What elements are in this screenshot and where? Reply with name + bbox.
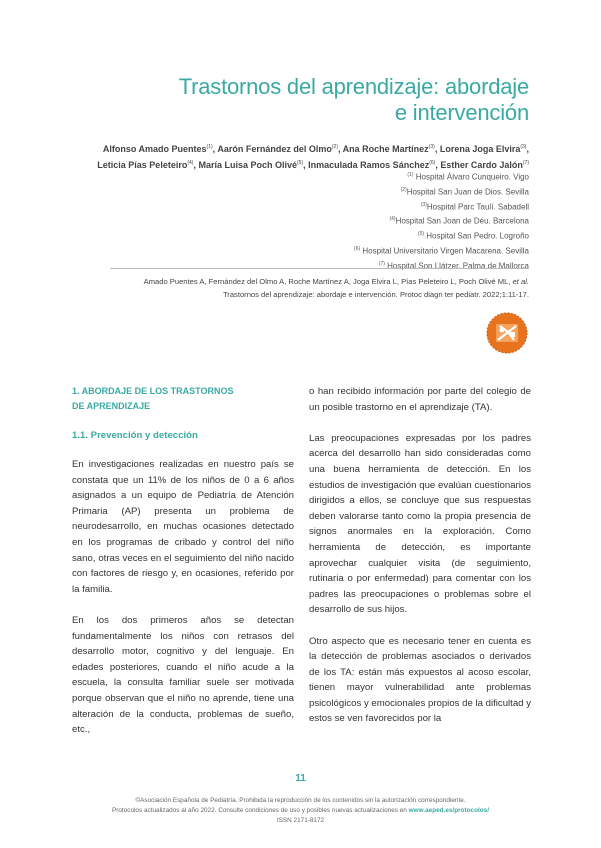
paragraph: o han recibido información por parte del colegio de un posible trastorno en el aprendizaje (TA). <box>309 386 531 413</box>
subsection-heading: 1.1. Prevención y detección <box>72 430 198 441</box>
affiliation-5: $^{(5)}$ Hospital San Pedro. Logroño <box>417 231 529 241</box>
affiliation-1: $^{(1)}$ Hospital Álvaro Cunqueiro. Vigo <box>407 172 529 182</box>
author-list <box>74 140 529 172</box>
paragraph: En los dos primeros años se detectan fundamentalmente los niños con retrasos del desarrollo motor, cognitivo y del lenguaje. En edades posteriores, cuando el niño acude a la escuela, la consulta familiar suele ser motivada porque observan que el niño no aprende, tiene una alteración de la conducta, problemas de sueño, etc., <box>72 614 294 736</box>
citation-line-1: Amado Puentes A, Fernández del Olmo A, Roche Martínez A, Joga Elvira L, Pías Peleteiro L, Poch Olivé ML, et al. <box>143 277 529 286</box>
page-footer <box>0 796 601 826</box>
author-5: Leticia Pías Peleteiro$^{(4)}$, <box>97 160 199 170</box>
author-7: Inmaculada Ramos Sánchez$^{(6)}$, <box>308 160 441 170</box>
left-column <box>72 384 294 753</box>
footer-update-line: Protocolos actualizados al año 2022. Consulte condiciones de uso y posibles nuevas actualizaciones en www.aeped.es/protocolos/ <box>111 807 490 814</box>
affiliation-7: $^{(7)}$ Hospital Son Llátzer. Palma de Mallorca <box>378 260 529 271</box>
title-line-1: Trastornos del aprendizaje: abordaje <box>178 74 529 99</box>
citation <box>144 276 529 301</box>
author-4: Lorena Joga Elvira$^{(3)}$, <box>439 144 529 154</box>
paragraph: En investigaciones realizadas en nuestro país se constata que un 11% de los niños de 0 a 6 años asignados a un equipo de Pediatría de Atención Primaria (AP) presenta un problema de neurodesarrollo, en muchas ocasiones detectado en los programas de cribado y control del niño sano, otras veces en el seguimiento del niño nacido con factores de riesgo y, en ocasiones, referido por la familia. <box>72 459 294 595</box>
aep-logo-icon <box>486 312 528 354</box>
author-3: Ana Roche Martínez$^{(3)}$, <box>342 144 440 154</box>
citation-line-2: Trastornos del aprendizaje: abordaje e intervención. Protoc diagn ter pediatr. 2022;1:11-17. <box>222 289 529 299</box>
footer-issn: ISSN 2171-8172 <box>276 817 325 824</box>
author-8: Esther Cardo Jalón$^{(7)}$ <box>440 160 529 170</box>
footer-copyright: ©Asociación Española de Pediatría. Prohibida la reproducción de los contenidos sin la autorización correspondiente. <box>135 797 466 804</box>
author-2: Aarón Fernández del Olmo$^{(2)}$, <box>217 144 343 154</box>
affiliation-6: $^{(6)}$ Hospital Universitario Virgen Macarena. Sevilla <box>354 245 529 256</box>
affiliation-3: $^{(3)}$Hospital Parc Taulí. Sabadell <box>420 201 529 212</box>
paragraph: Las preocupaciones expresadas por los padres acerca del desarrollo han sido consideradas como una buena herramienta de detección. En los estudios de investigación que evalúan cuestionarios dirigidos a ellos, se concluye que sus respuestas deben valorarse tanto como la propia presencia de signos anormales en la exploración. Como herramienta de detección, es importante aprovechar cualquier visita (de seguimiento, rutinaria o por enfermedad) para comentar con los padres las preocupaciones o problemas sobre el desarrollo de sus hijos. <box>309 432 531 616</box>
affiliation-list <box>354 169 529 272</box>
right-column <box>309 384 531 743</box>
article-title <box>179 74 529 126</box>
title-line-2: e intervención <box>394 100 529 125</box>
paragraph: Otro aspecto que es necesario tener en cuenta es la detección de problemas asociados o derivados de los TA: están más expuestos al acoso escolar, tienen mayor vulnerabilidad ante problemas psicológicos y emocionales propios de la dificultad y estos se ven favorecidos por la <box>309 635 531 725</box>
protocols-link[interactable]: www.aeped.es/protocolos/ <box>408 807 490 814</box>
author-1: Alfonso Amado Puentes$^{(1)}$, <box>102 144 218 154</box>
affiliation-2: $^{(2)}$Hospital San Juan de Dios. Sevilla <box>400 186 529 197</box>
section-heading: 1. ABORDAJE DE LOS TRASTORNOS DE APRENDIZAJE <box>72 386 234 411</box>
affiliation-4: $^{(4)}$Hospital San Joan de Déu. Barcelona <box>389 216 529 226</box>
header-divider <box>110 268 529 269</box>
page-number: 11 <box>295 773 306 784</box>
author-6: María Luisa Poch Olivé$^{(5)}$, <box>198 160 309 170</box>
